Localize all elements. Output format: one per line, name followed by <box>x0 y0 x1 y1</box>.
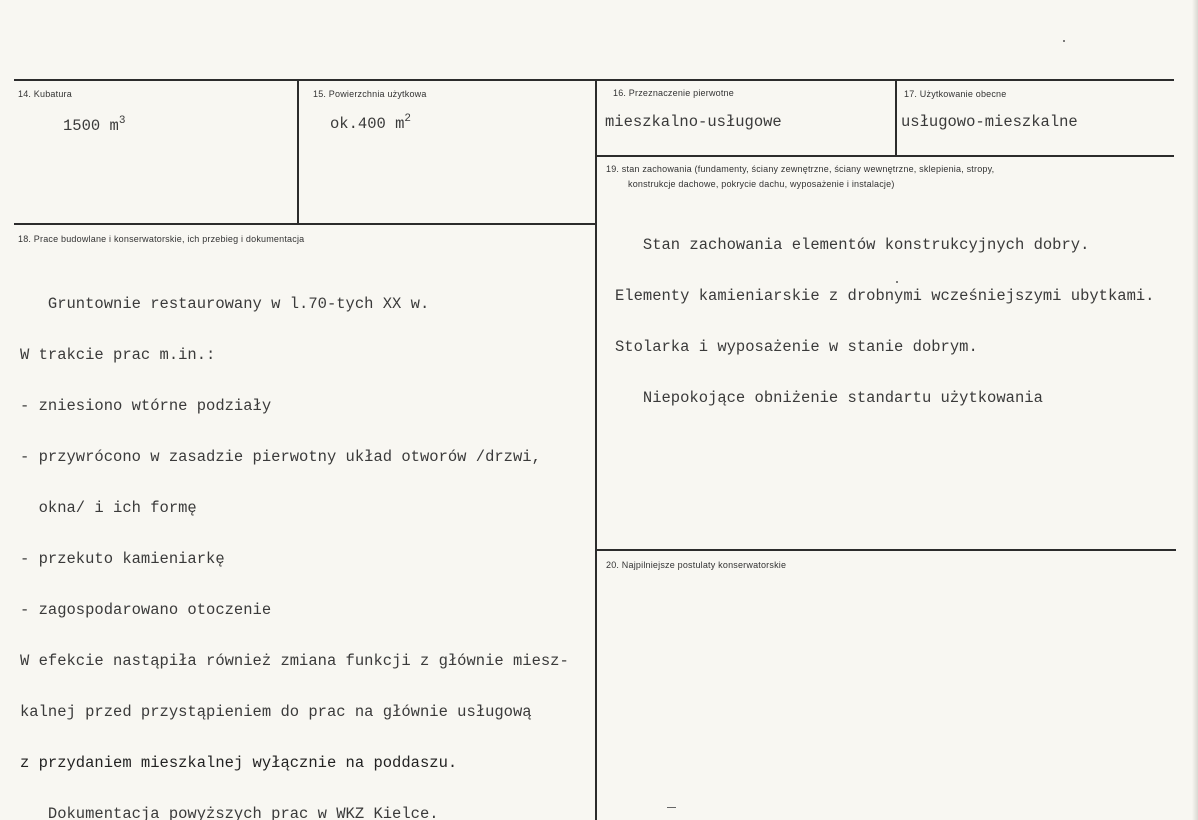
powierzchnia-value: ok.400 m <box>330 115 405 133</box>
prace-line: - przekuto kamieniarkę <box>20 550 225 568</box>
field-18-label: 18. Prace budowlane i konserwatorskie, ich przebieg i dokumentacja <box>18 234 305 244</box>
field-18-body <box>20 262 569 820</box>
prace-line: W efekcie nastąpiła również zmiana funkcji z głównie miesz- <box>20 652 569 670</box>
top-rule <box>14 79 1174 81</box>
stan-line: Elementy kamieniarskie z drobnymi wcześniejszymi ubytkami. <box>615 287 1155 305</box>
stan-line: Stolarka i wyposażenie w stanie dobrym. <box>615 338 978 356</box>
prace-line: Gruntownie restaurowany w l.70-tych XX w. <box>20 295 430 313</box>
field-14-value <box>63 115 126 135</box>
kubatura-exponent: 3 <box>118 115 126 127</box>
field-19-label-line1: 19. stan zachowania (fundamenty, ściany zewnętrzne, ściany wewnętrzne, sklepienia, stropy, <box>606 164 995 174</box>
prace-line: Dokumentacja powyższych prac w WKZ Kielce. <box>20 805 439 820</box>
stray-mark <box>896 281 898 283</box>
prace-line: - przywrócono w zasadzie pierwotny układ otworów /drzwi, <box>20 448 541 466</box>
field-17-value: usługowo-mieszkalne <box>901 113 1078 131</box>
rule-under-16-17 <box>596 155 1174 157</box>
field-17-label: 17. Użytkowanie obecne <box>904 89 1007 99</box>
kubatura-value: 1500 m <box>63 117 119 135</box>
prace-line: z przydaniem mieszkalnej wyłącznie na poddaszu. <box>20 754 458 772</box>
prace-line: - zagospodarowano otoczenie <box>20 601 272 619</box>
field-16-value: mieszkalno-usługowe <box>605 113 782 131</box>
center-divider <box>595 80 597 820</box>
field-16-label: 16. Przeznaczenie pierwotne <box>613 88 734 98</box>
divider-16-17 <box>895 80 897 156</box>
prace-line: W trakcie prac m.in.: <box>20 346 216 364</box>
prace-line: - zniesiono wtórne podziały <box>20 397 272 415</box>
prace-line: okna/ i ich formę <box>20 499 197 517</box>
field-19-body <box>615 203 1155 441</box>
stan-line: Stan zachowania elementów konstrukcyjnych dobry. <box>615 236 1090 254</box>
field-15-label: 15. Powierzchnia użytkowa <box>313 89 427 99</box>
field-20-label: 20. Najpilniejsze postulaty konserwatorskie <box>606 560 787 570</box>
field-14-label: 14. Kubatura <box>18 89 72 99</box>
stan-line: Niepokojące obniżenie standartu użytkowania <box>615 389 1043 407</box>
prace-line: kalnej przed przystąpieniem do prac na głównie usługową <box>20 703 532 721</box>
rule-above-20 <box>596 549 1176 551</box>
stray-dash <box>667 807 676 808</box>
powierzchnia-exponent: 2 <box>404 113 412 125</box>
field-19-label-line2: konstrukcje dachowe, pokrycie dachu, wyposażenie i instalacje) <box>628 179 895 189</box>
stray-mark <box>1063 40 1065 42</box>
field-15-value <box>330 113 412 133</box>
paper-edge-shadow <box>1192 0 1198 820</box>
divider-14-15 <box>297 80 299 224</box>
rule-above-18 <box>14 223 596 225</box>
